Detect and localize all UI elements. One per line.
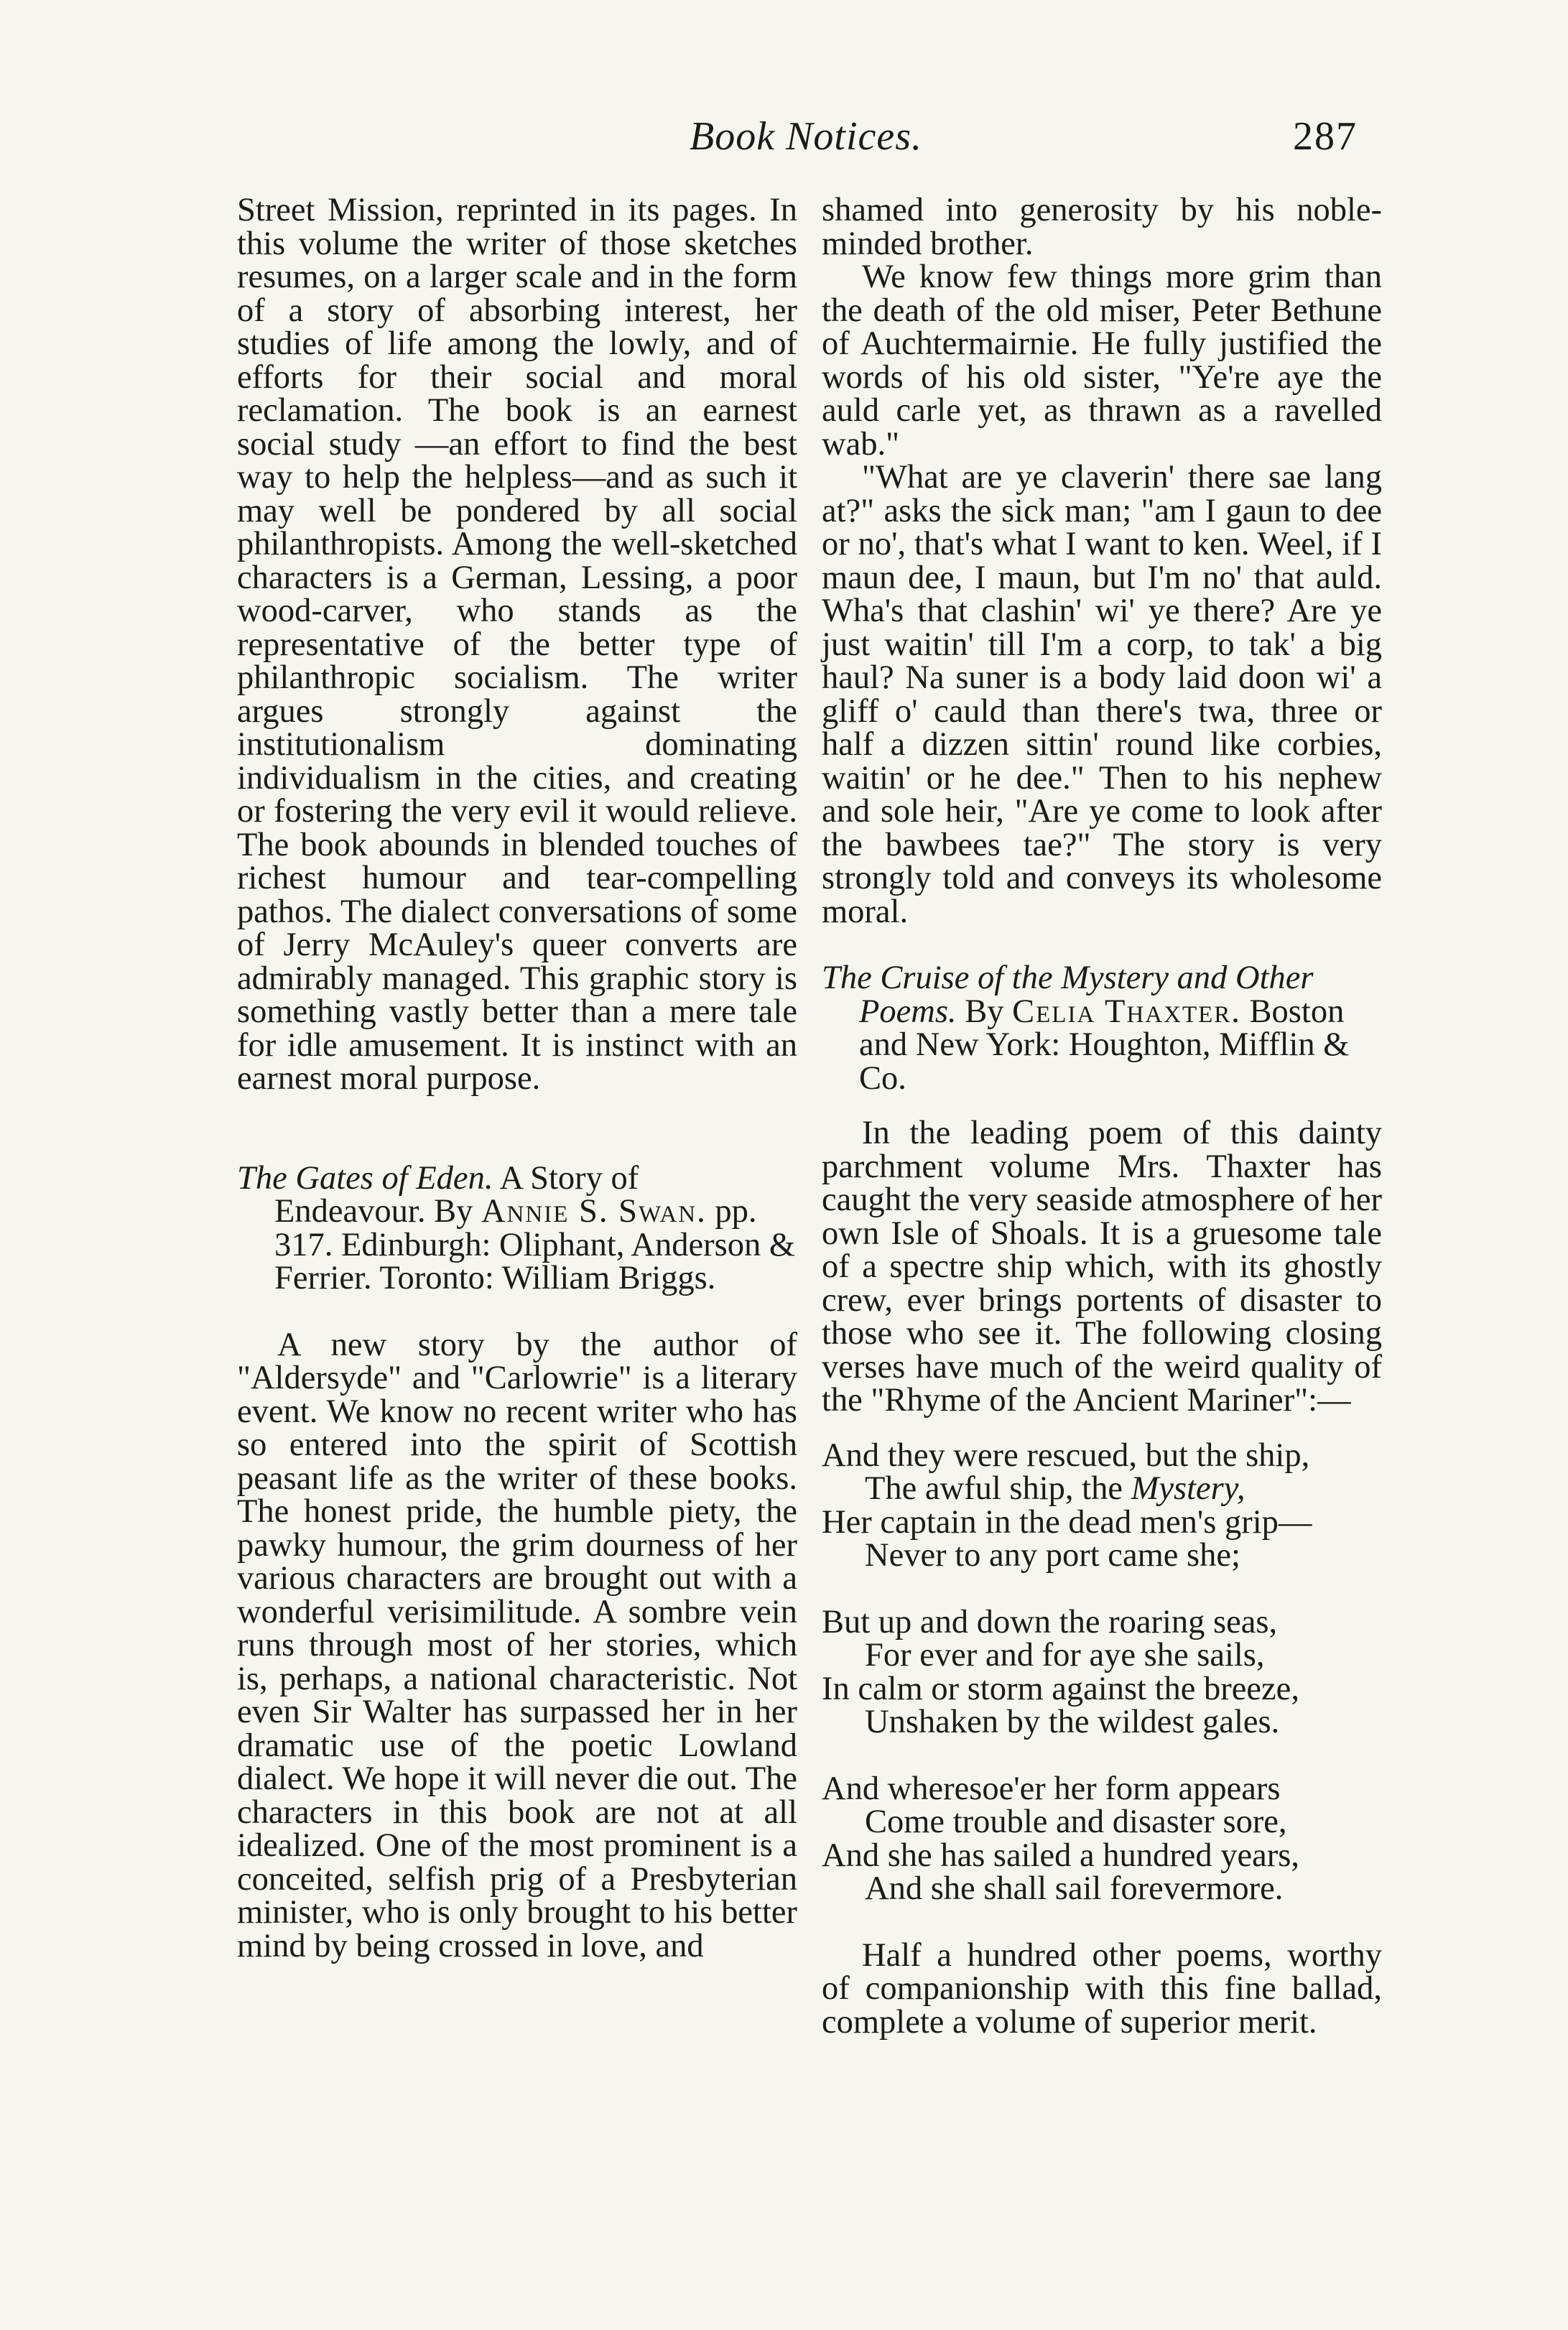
poem-line: But up and down the roaring seas,: [822, 1603, 1278, 1640]
review3-body: In the leading poem of this dainty parchment volume Mrs. Thaxter has caught the very seaside atmosphere of her own Isle of Shoals. It is a gruesome tale of a spectre ship which, with its ghostly crew, ever brings portents of disaster to those who see it. The following closing verses have much of the weird quality of the "Rhyme of the Ancient Mariner":—: [822, 1115, 1382, 1419]
poem-line: In calm or storm against the breeze,: [822, 1670, 1299, 1707]
review2-publisher: pp. 317. Edinburgh: Oliphant, Anderson & Ferrier. Toronto: William Briggs.: [274, 1193, 796, 1296]
poem-stanza-2: [822, 1603, 1382, 1740]
review2-body-continued: shamed into generosity by his noble-minded brother.: [822, 192, 1382, 262]
poem-ship-name: Mystery,: [1131, 1470, 1245, 1507]
poem-line: For ever and for aye she sails,: [865, 1637, 1265, 1674]
review2-paragraph-quote: "What are ye claverin' there sae lang at?" asks the sick man; "am I gaun to dee or no', that's what I want to ken. Weel, if I maun dee, I maun, but I'm no' that auld. Wha's that clashin' wi' ye there? Are ye just waitin' till I'm a corp, to tak' a big haul? Na suner is a body laid doon wi' a gliff o' cauld than there's twa, three or half a dizzen sittin' round like corbies, waitin' or he dee." Then to his nephew and sole heir, "Are ye come to look after the bawbees tae?" The story is very strongly told and conveys its wholesome moral.: [822, 459, 1382, 930]
poem-line: The awful ship, the Mystery,: [865, 1470, 1245, 1507]
left-column: [237, 194, 797, 1963]
poem-line: Her captain in the dead men's grip—: [822, 1503, 1312, 1541]
review3-publisher: Boston and New York: Houghton, Mifflin & Co.: [859, 993, 1350, 1097]
poem-line: Unshaken by the wildest gales.: [865, 1704, 1280, 1740]
poem-line: And wheresoe'er her form appears: [822, 1770, 1281, 1807]
review3-heading: [822, 962, 1382, 1095]
poem-line: And she shall sail forevermore.: [865, 1870, 1284, 1907]
poem-line: And she has sailed a hundred years,: [822, 1837, 1300, 1874]
poem-stanza-3: [822, 1770, 1382, 1907]
poem-line: Come trouble and disaster sore,: [865, 1804, 1287, 1840]
running-header: Book Notices.: [690, 114, 923, 159]
review2-heading: [237, 1159, 797, 1296]
review2-author: Annie S. Swan.: [481, 1193, 707, 1230]
right-column: [822, 194, 1382, 2039]
review2-body: A new story by the author of "Aldersyde" and "Carlowrie" is a literary event. We know no recent writer who has so entered into the spirit of Scottish peasant life as the writer of these books. The honest pride, the humble piety, the pawky humour, the grim dourness of her various characters are brought out with a wonderful verisimilitude. A sombre vein runs through most of her stories, which is, perhaps, a national characteristic. Not even Sir Walter has surpassed her in her dramatic use of the poetic Lowland dialect. We hope it will never die out. The characters in this book are not at all idealized. One of the most prominent is a conceited, selfish prig of a Presbyterian minister, who is only brought to his better mind by being crossed in love, and: [237, 1326, 797, 1964]
poem-stanza-1: [822, 1436, 1382, 1574]
review3-closing: Half a hundred other poems, worthy of companionship with this fine ballad, complete a volume of superior merit.: [822, 1936, 1382, 2041]
review2-paragraph-miser: We know few things more grim than the death of the old miser, Peter Bethune of Auchtermairnie. He fully justified the words of his old sister, "Ye're aye the auld carle yet, as thrawn as a ravelled wab.": [822, 259, 1382, 463]
review3-author: Celia Thaxter.: [1012, 993, 1241, 1030]
review3-title: The Cruise of the Mystery and Other Poems.: [822, 960, 1314, 1030]
poem-line: Never to any port came she;: [865, 1537, 1240, 1574]
review1-body-continued: Street Mission, reprinted in its pages. In this volume the writer of those sketches resumes, on a larger scale and in the form of a story of absorbing interest, her studies of life among the lowly, and of efforts for their social and moral reclamation. The book is an earnest social study —an effort to find the best way to help the helpless—and as such it may well be pondered by all social philanthropists. Among the well-sketched characters is a German, Lessing, a poor wood-carver, who stands as the representative of the better type of philanthropic socialism. The writer argues strongly against the institutionalism dominating individualism in the cities, and creating or fostering the very evil it would relieve. The book abounds in blended touches of richest humour and tear-compelling pathos. The dialect conversations of some of Jerry McAuley's queer converts are admirably managed. This graphic story is something vastly better than a mere tale for idle amusement. It is instinct with an earnest moral purpose.: [237, 192, 797, 1097]
review3-by: By: [965, 993, 1004, 1030]
review2-subtitle: A Story of Endeavour. By: [274, 1159, 639, 1230]
review2-title: The Gates of Eden.: [237, 1159, 493, 1197]
page-number: 287: [1293, 114, 1358, 159]
poem-line: And they were rescued, but the ship,: [822, 1436, 1310, 1474]
